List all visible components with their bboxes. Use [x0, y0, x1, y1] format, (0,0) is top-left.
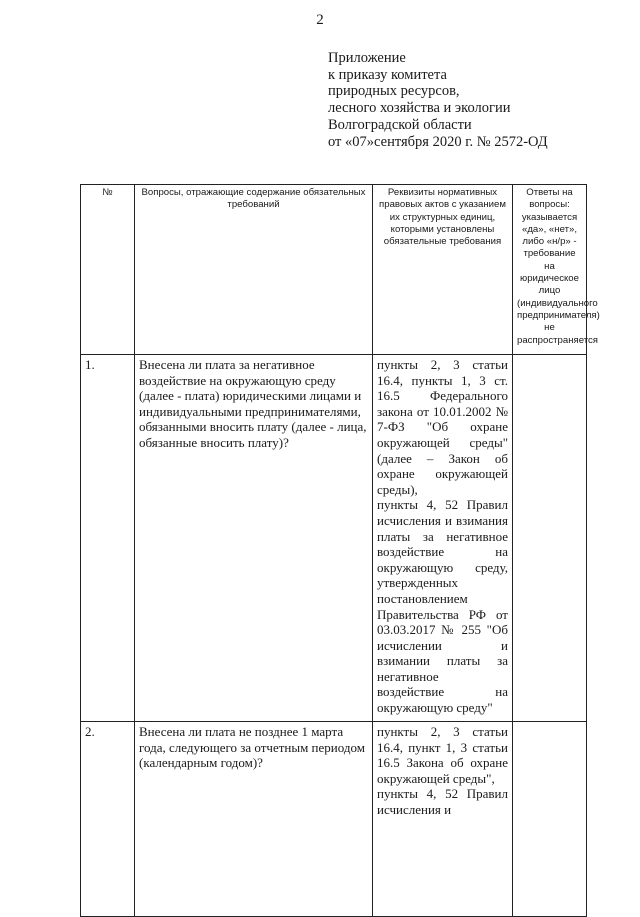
appendix-line: природных ресурсов,	[328, 83, 460, 100]
row-question: Внесена ли плата не позднее 1 марта года, следующего за отчетным периодом (календарным годом)?	[135, 722, 373, 917]
row-legal-acts	[373, 722, 513, 917]
appendix-line: к приказу комитета	[328, 66, 447, 83]
table-row	[81, 355, 587, 722]
row-answer[interactable]	[513, 722, 587, 917]
legal-act-text: пункты 4, 52 Правил исчисления и взимания платы за негативное воздействие на окружающую среду, утвержденных постановлением Правительства РФ от 03.03.2017 № 255 "Об исчислении и взимании платы за негативное воздействие на окружающую среду"	[377, 497, 508, 716]
appendix-header	[328, 50, 548, 150]
appendix-line: лесного хозяйства и экологии	[328, 100, 511, 117]
row-answer[interactable]	[513, 355, 587, 722]
row-number: 1.	[81, 355, 135, 722]
requirements-table-container	[80, 184, 600, 905]
row-question: Внесена ли плата за негативное воздействие на окружающую среду (далее - плата) юридическими лицами и индивидуальными предпринимателями, обязанными вносить плату (далее - лица, обязанные вносить плату)?	[135, 355, 373, 722]
page-number: 2	[316, 12, 324, 28]
header-questions: Вопросы, отражающие содержание обязательных требований	[135, 185, 373, 355]
appendix-line: Волгоградской области	[328, 116, 472, 133]
header-number: №	[81, 185, 135, 355]
legal-act-text: пункты 4, 52 Правил исчисления и	[377, 786, 508, 817]
header-answers: Ответы на вопросы: указывается «да», «нет», либо «н/р» - требование на юридическое лицо (индивидуального предпринимателя) не распространяется	[513, 185, 587, 355]
table-row	[81, 722, 587, 917]
row-number: 2.	[81, 722, 135, 917]
row-legal-acts	[373, 355, 513, 722]
requirements-table	[80, 184, 600, 917]
header-legal-acts: Реквизиты нормативных правовых актов с указанием их структурных единиц, которыми установлены обязательные требования	[373, 185, 513, 355]
legal-act-text: пункты 2, 3 статьи 16.4, пункты 1, 3 ст. 16.5 Федерального закона от 10.01.2002 № 7-ФЗ "Об охране окружающей среды" (далее – Закон об охране окружающей среды),	[377, 357, 508, 497]
appendix-line: от «07»сентября 2020 г. № 2572-ОД	[328, 133, 548, 150]
appendix-line: Приложение	[328, 50, 406, 66]
legal-act-text: пункты 2, 3 статьи 16.4, пункт 1, 3 статьи 16.5 Закона об охране окружающей среды",	[377, 724, 508, 786]
table-header-row	[81, 185, 587, 355]
